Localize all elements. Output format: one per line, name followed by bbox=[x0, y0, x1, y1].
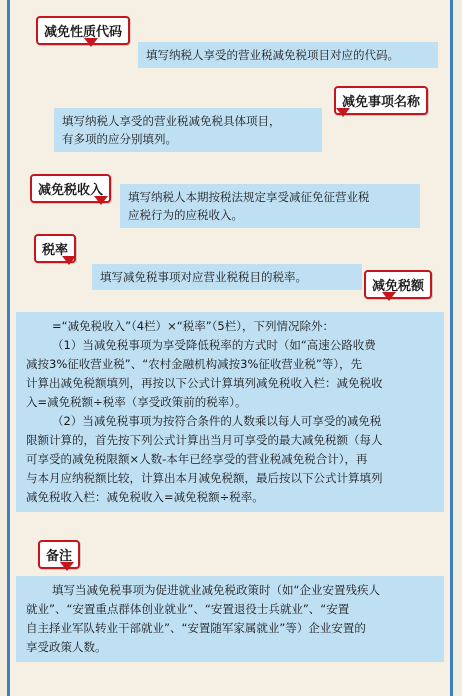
info-reduction-item-name bbox=[54, 108, 322, 152]
info-line: 填写纳税人本期按税法规定享受减征免征营业税 bbox=[128, 190, 370, 204]
callout-remarks-label: 备注 bbox=[38, 540, 80, 569]
info-line: 填写纳税人享受的营业税减免税具体项目， bbox=[62, 114, 281, 128]
info-line: 与本月应纳税额比较，计算出本月减免税额，最后按以下公式计算填列 bbox=[26, 471, 383, 485]
info-line: 计算出减免税额填列，再按以下公式计算填列减免税收入栏：减免税收 bbox=[26, 376, 383, 390]
callout-tail bbox=[60, 562, 74, 571]
info-remarks bbox=[16, 576, 444, 662]
info-line: 填写纳税人享受的营业税减免税项目对应的代码。 bbox=[146, 48, 399, 62]
callout-reduction-income-label: 减免税收入 bbox=[30, 174, 111, 203]
info-line: 可享受的减免税限额×人数-本年已经享受的营业税减免税合计），再 bbox=[26, 452, 368, 466]
info-tax-rate bbox=[92, 264, 362, 290]
info-line: =“减免税收入”（4栏）×“税率”（5栏），下列情况除外： bbox=[52, 319, 334, 333]
callout-reduction-code-label: 减免性质代码 bbox=[36, 16, 130, 45]
info-reduction-amount bbox=[16, 312, 444, 512]
info-reduction-income bbox=[120, 184, 420, 228]
callout-tail bbox=[336, 108, 350, 117]
info-line: 填写当减免税事项为促进就业减免税政策时（如“企业安置残疾人 bbox=[52, 583, 380, 597]
info-line: 填写减免税事项对应营业税税目的税率。 bbox=[100, 270, 307, 284]
callout-reduction-amount-label: 减免税额 bbox=[364, 270, 432, 299]
info-reduction-code bbox=[138, 42, 438, 68]
info-line: （2）当减免税事项为按符合条件的人数乘以每人可享受的减免税 bbox=[52, 414, 382, 428]
callout-tail bbox=[382, 292, 396, 301]
info-line: 有多项的应分别填列。 bbox=[62, 132, 177, 146]
info-line: （1）当减免税事项为享受降低税率的方式时（如“高速公路收费 bbox=[52, 338, 376, 352]
info-line: 应税行为的应税收入。 bbox=[128, 208, 243, 222]
callout-tail bbox=[94, 196, 108, 205]
callout-reduction-item-name-label: 减免事项名称 bbox=[334, 86, 428, 115]
info-line: 享受政策人数。 bbox=[26, 640, 107, 654]
callout-tail bbox=[84, 38, 98, 47]
info-line: 自主择业军队转业干部就业”、“安置随军家属就业”等）企业安置的 bbox=[26, 621, 366, 635]
info-line: 减按3%征收营业税”、“农村金融机构减按3%征收营业税”等），先 bbox=[26, 357, 363, 371]
info-line: 限额计算的，首先按下列公式计算出当月可享受的最大减免税额（每人 bbox=[26, 433, 383, 447]
callout-tax-rate-label: 税率 bbox=[34, 234, 76, 263]
callout-tail bbox=[62, 256, 76, 265]
info-line: 减免税收入栏：减免税收入=减免税额÷税率。 bbox=[26, 490, 264, 504]
info-line: 入=减免税额÷税率（享受政策前的税率）。 bbox=[26, 395, 247, 409]
info-line: 就业”、“安置重点群体创业就业”、“安置退役士兵就业”、“安置 bbox=[26, 602, 350, 616]
document-page bbox=[7, 0, 453, 696]
